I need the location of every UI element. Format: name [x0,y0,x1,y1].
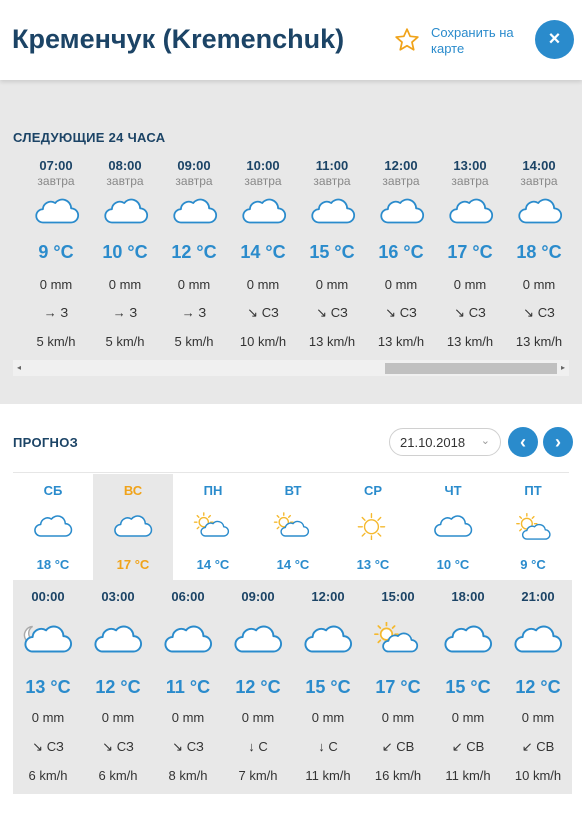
day-name: ВТ [284,483,302,498]
chevron-down-icon: ⌄ [480,435,490,447]
hour-temp: 9 °C [38,242,74,262]
hour-wind-direction [297,305,367,321]
wind-arrow-icon: → [112,305,126,320]
detail-wind-direction [83,739,153,755]
day-tab[interactable] [13,474,93,580]
detail-hour-column [363,580,433,794]
detail-wind-speed: 7 km/h [238,768,278,783]
detail-wind-speed: 11 km/h [305,768,351,783]
detail-temp: 17 °C [375,677,421,697]
detail-time: 00:00 [31,589,65,604]
wind-arrow-icon: ↘ [247,305,259,320]
day-temp: 9 °C [520,557,546,572]
wind-arrow-icon: → [181,305,195,320]
next-24-title: СЛЕДУЮЩИЕ 24 ЧАСА [13,130,166,145]
hour-temp: 15 °C [309,242,355,262]
cloud-icon [93,622,143,656]
cloud-icon [103,196,149,226]
hour-wind-speed: 13 km/h [515,334,563,349]
save-on-map-link[interactable]: Сохранить на карте [431,25,514,56]
close-button[interactable] [535,20,574,59]
detail-precip: 0 mm [451,710,485,725]
detail-temp: 12 °C [515,677,561,697]
detail-wind-direction [433,739,503,755]
scroll-left-icon[interactable]: ◂ [17,363,22,372]
detail-hour-column [293,580,363,794]
detail-temp: 12 °C [95,677,141,697]
detail-wind-speed: 8 km/h [168,768,208,783]
wind-arrow-icon: ↘ [102,739,114,754]
date-value: 21.10.2018 [400,435,466,450]
day-temp: 14 °C [276,557,310,572]
detail-temp: 12 °C [235,677,281,697]
wind-arrow-icon: ↓ [318,739,325,754]
hour-time: 10:00 [246,158,280,173]
day-tab[interactable] [93,474,173,580]
cloud-icon [513,622,563,656]
detail-temp: 11 °C [165,677,211,697]
wind-dir-label: СЗ [399,305,417,320]
partly-sunny-icon [273,512,313,540]
hour-wind-direction [159,305,229,320]
detail-hour-column [83,580,153,794]
cloud-icon [310,196,356,226]
day-tab[interactable] [493,474,573,580]
cloud-icon [448,196,494,226]
hour-temp: 12 °C [171,242,217,262]
day-name: СР [363,483,383,498]
detail-precip: 0 mm [101,710,135,725]
hour-precip: 0 mm [246,277,280,292]
wind-arrow-icon: ↘ [385,305,397,320]
partly-sunny-icon [193,512,233,540]
day-detail-panel [13,580,572,794]
detail-precip: 0 mm [521,710,555,725]
chevron-left-icon: ‹ [520,432,526,452]
detail-hour-column [503,580,573,794]
chevron-right-icon: › [555,432,561,452]
scrollbar-thumb[interactable] [385,363,557,374]
hour-precip: 0 mm [108,277,142,292]
hour-day: завтра [451,174,489,188]
hour-day: завтра [244,174,282,188]
day-temp: 14 °C [196,557,230,572]
wind-dir-label: СВ [396,739,415,754]
cloud-icon [33,512,73,540]
wind-dir-label: СЗ [330,305,348,320]
cloud-icon [34,196,80,226]
detail-precip: 0 mm [241,710,275,725]
divider [13,472,569,473]
detail-time: 21:00 [521,589,555,604]
hour-wind-direction [366,305,436,321]
day-name: ВС [123,483,143,498]
detail-time: 09:00 [241,589,275,604]
cloud-icon [241,196,287,226]
close-icon: × [548,28,561,50]
day-tab[interactable] [253,474,333,580]
hour-column [504,158,574,358]
hour-precip: 0 mm [453,277,487,292]
sun-icon [353,512,393,540]
cloud-icon [163,622,213,656]
hour-column [21,158,91,358]
hour-wind-direction [21,305,91,320]
hour-wind-direction [228,305,298,321]
detail-temp: 15 °C [445,677,491,697]
wind-arrow-icon: ↘ [316,305,328,320]
next-day-button[interactable] [543,427,573,457]
hour-temp: 17 °C [447,242,493,262]
hour-time: 08:00 [108,158,142,173]
hour-wind-speed: 13 km/h [377,334,425,349]
detail-time: 03:00 [101,589,135,604]
detail-wind-speed: 10 km/h [514,768,562,783]
day-name: ПТ [524,483,542,498]
hour-day: завтра [106,174,144,188]
hour-column [435,158,505,358]
wind-arrow-icon: ↘ [172,739,184,754]
day-temp: 10 °C [436,557,470,572]
hour-temp: 18 °C [516,242,562,262]
hour-column [90,158,160,358]
star-outline-icon[interactable] [394,27,420,53]
forecast-panel [0,404,582,824]
detail-hour-column [13,580,83,794]
detail-time: 15:00 [381,589,415,604]
wind-arrow-icon: ↘ [454,305,466,320]
scroll-right-icon[interactable]: ▸ [560,363,565,372]
cloud-icon [172,196,218,226]
wind-arrow-icon: → [43,305,57,320]
sun-cloud-icon [513,512,553,540]
detail-precip: 0 mm [171,710,205,725]
cloud-icon [443,622,493,656]
hour-day: завтра [520,174,558,188]
hour-wind-speed: 5 km/h [36,334,76,349]
detail-time: 06:00 [171,589,205,604]
date-select[interactable] [389,428,501,456]
hour-precip: 0 mm [39,277,73,292]
city-title: Кременчук (Kremenchuk) [12,24,345,54]
prev-day-button[interactable] [508,427,538,457]
detail-temp: 13 °C [25,677,71,697]
wind-dir-label: СЗ [186,739,204,754]
wind-dir-label: СВ [466,739,485,754]
hour-time: 07:00 [39,158,73,173]
wind-arrow-icon: ↙ [381,739,393,754]
hour-wind-direction [435,305,505,321]
detail-precip: 0 mm [381,710,415,725]
day-name: СБ [43,483,63,498]
detail-wind-speed: 6 km/h [98,768,138,783]
hour-day: завтра [313,174,351,188]
detail-wind-speed: 16 km/h [374,768,422,783]
forecast-title: ПРОГНОЗ [13,435,79,450]
detail-wind-direction [13,739,83,755]
detail-wind-speed: 6 km/h [28,768,68,783]
hour-time: 12:00 [384,158,418,173]
wind-arrow-icon: ↘ [523,305,535,320]
cloud-icon [233,622,283,656]
hour-precip: 0 mm [384,277,418,292]
hour-precip: 0 mm [315,277,349,292]
wind-arrow-icon: ↘ [32,739,44,754]
detail-hour-column [153,580,223,794]
wind-dir-label: СЗ [261,305,279,320]
hour-time: 09:00 [177,158,211,173]
hour-wind-direction [90,305,160,320]
detail-wind-direction [293,739,363,754]
wind-arrow-icon: ↓ [248,739,255,754]
wind-dir-label: С [258,739,268,754]
hour-temp: 14 °C [240,242,286,262]
wind-arrow-icon: ↙ [521,739,533,754]
wind-dir-label: З [198,305,207,320]
hour-column [366,158,436,358]
hour-wind-speed: 13 km/h [446,334,494,349]
cloud-icon [433,512,473,540]
cloud-icon [379,196,425,226]
hour-time: 13:00 [453,158,487,173]
day-tab[interactable] [173,474,253,580]
wind-dir-label: СЗ [116,739,134,754]
detail-time: 18:00 [451,589,485,604]
detail-time: 12:00 [311,589,345,604]
wind-dir-label: З [60,305,69,320]
hour-temp: 10 °C [102,242,148,262]
hour-temp: 16 °C [378,242,424,262]
partly-sunny-icon [373,622,423,656]
detail-wind-direction [503,739,573,755]
hour-column [159,158,229,358]
hour-wind-speed: 5 km/h [174,334,214,349]
next-24-hours-panel [0,98,582,388]
horizontal-scrollbar[interactable] [13,360,569,376]
wind-dir-label: СЗ [468,305,486,320]
cloud-icon [303,622,353,656]
day-temp: 13 °C [356,557,390,572]
wind-dir-label: СВ [536,739,555,754]
day-tab[interactable] [413,474,493,580]
day-temp: 17 °C [116,557,150,572]
wind-dir-label: СЗ [537,305,555,320]
moon-cloud-icon [23,622,73,656]
hour-day: завтра [175,174,213,188]
day-name: ПН [203,483,223,498]
wind-dir-label: З [129,305,138,320]
detail-temp: 15 °C [305,677,351,697]
detail-wind-direction [153,739,223,755]
hour-column [228,158,298,358]
hour-column [297,158,367,358]
detail-hour-column [433,580,503,794]
detail-precip: 0 mm [31,710,65,725]
wind-dir-label: СЗ [46,739,64,754]
day-name: ЧТ [444,483,462,498]
hour-day: завтра [382,174,420,188]
hour-precip: 0 mm [522,277,556,292]
detail-wind-direction [363,739,433,755]
day-temp: 18 °C [36,557,70,572]
wind-dir-label: С [328,739,338,754]
header [0,0,582,80]
day-tab[interactable] [333,474,413,580]
hour-wind-speed: 13 km/h [308,334,356,349]
hour-precip: 0 mm [177,277,211,292]
hour-wind-speed: 5 km/h [105,334,145,349]
detail-wind-direction [223,739,293,754]
hour-time: 14:00 [522,158,556,173]
detail-wind-speed: 11 km/h [445,768,491,783]
cloud-icon [517,196,563,226]
hour-day: завтра [37,174,75,188]
cloud-icon [113,512,153,540]
wind-arrow-icon: ↙ [451,739,463,754]
hour-wind-direction [504,305,574,321]
detail-hour-column [223,580,293,794]
hour-time: 11:00 [315,158,349,173]
hour-wind-speed: 10 km/h [239,334,287,349]
detail-precip: 0 mm [311,710,345,725]
